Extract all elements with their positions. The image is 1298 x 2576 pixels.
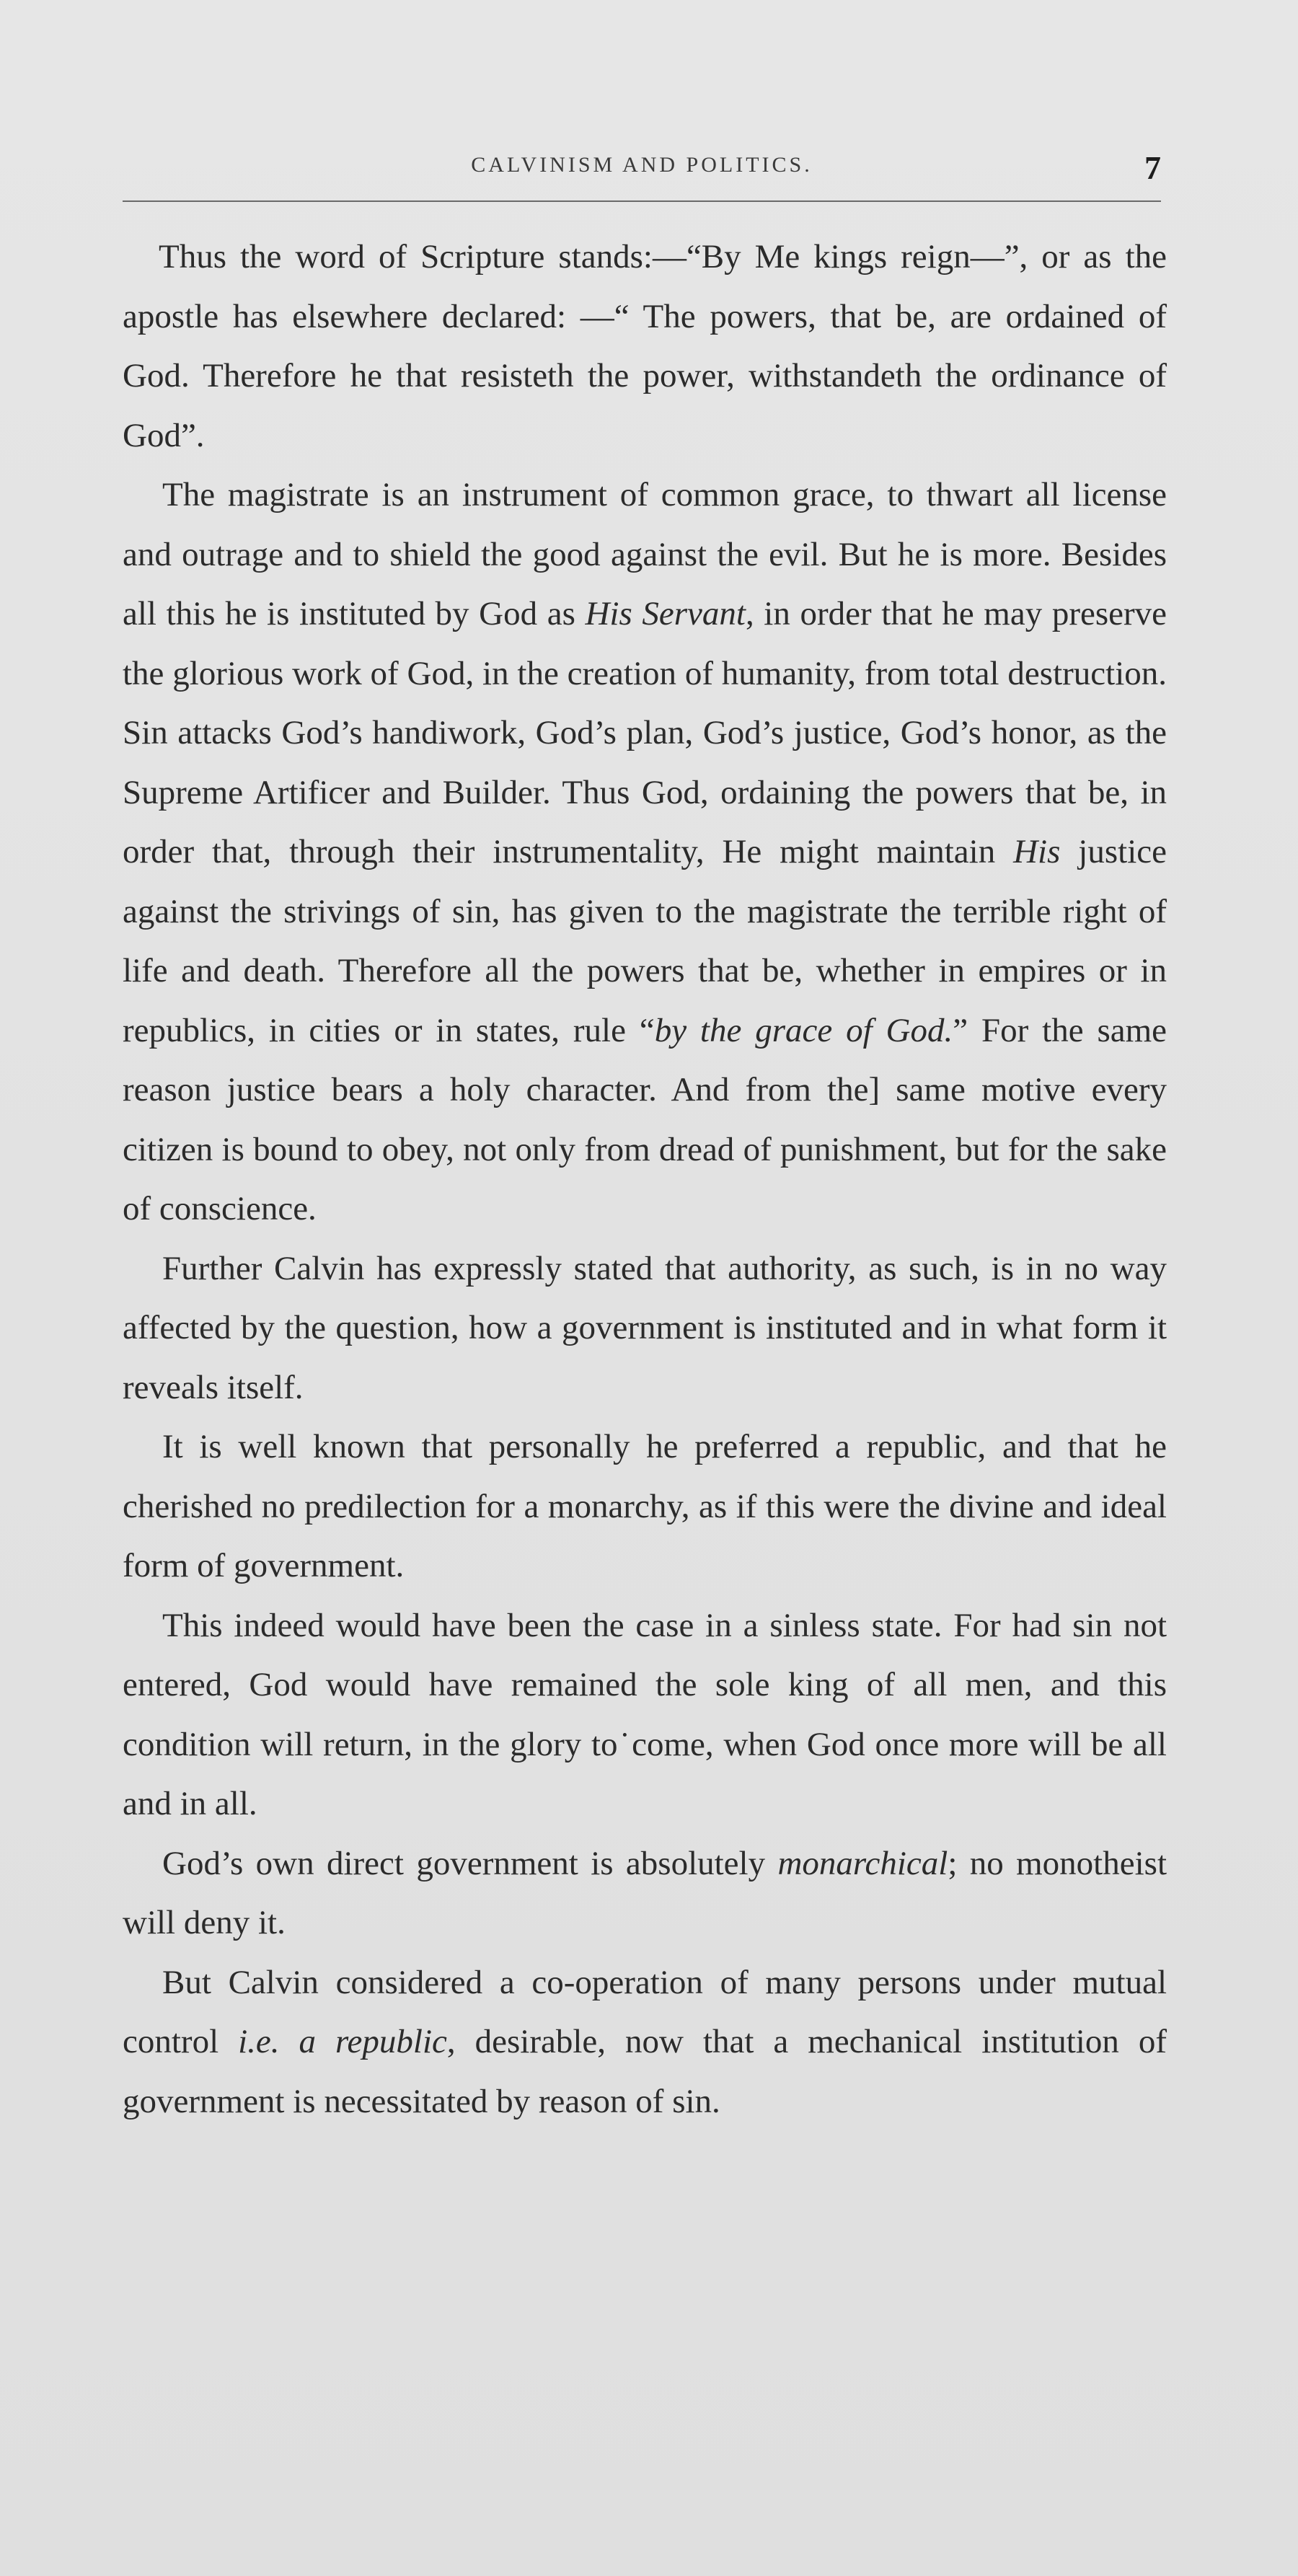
page-number: 7 — [1144, 149, 1161, 186]
italic-text-run: His Servant — [585, 595, 746, 632]
header-rule — [123, 200, 1161, 202]
text-run: ; no monotheist will deny it. — [123, 1844, 1167, 1941]
paragraph — [123, 1239, 1167, 1418]
italic-text-run: monarchical — [777, 1844, 948, 1882]
text-run: God’s own direct government is absolutely — [162, 1844, 778, 1882]
text-run: It is well known that personally he preferred a republic, and that he cherished no predilection for a monarchy, as if this were the divine and ideal form of government. — [123, 1428, 1167, 1584]
running-head — [123, 149, 1161, 189]
text-run: , in order that he may preserve the glorious work of God, in the creation of humanity, from total destruction. Sin attacks God’s handiwork, God’s plan, God’s justice, God’s honor, as the Supreme Artificer and Builder. Thus God, ordaining the powers that be, in order that, through their instrumentality, He might maintain — [123, 595, 1167, 870]
text-run: ” For the same reason justice bears a holy character. And from the] same motive every citizen is bound to obey, not only from dread of punishment, but for the sake of conscience. — [123, 1011, 1167, 1227]
italic-text-run: by the grace of God. — [654, 1011, 953, 1049]
italic-text-run: i.e. a republic — [238, 2023, 447, 2060]
italic-text-run: His — [1013, 833, 1061, 870]
text-run: , desirable, now that a mechanical institution of government is necessitated by reason of sin. — [123, 2023, 1167, 2120]
paragraph — [123, 1834, 1167, 1953]
paragraph — [123, 1953, 1167, 2132]
text-run: But Calvin considered a co-operation of many persons under mutual control — [123, 1963, 1167, 2060]
text-run: Further Calvin has expressly stated that authority, as such, is in no way affected by the question, how a government is instituted and in what form it reveals itself. — [123, 1249, 1167, 1406]
paragraph — [123, 465, 1167, 1239]
body-text — [123, 227, 1167, 2131]
text-run: justice against the strivings of sin, has given to the magistrate the terrible right of life and death. Therefore all the powers that be, whether in empires or in republics, in cities or in states, rule “ — [123, 833, 1167, 1049]
text-run: This indeed would have been the case in a sinless state. For had sin not entered, God would have remained the sole king of all men, and this condition will return, in the glory to˙come, when God once more will be all and in all. — [123, 1606, 1167, 1822]
paragraph — [123, 1596, 1167, 1834]
paragraph — [123, 227, 1167, 465]
text-run: The magistrate is an instrument of common grace, to thwart all license and outrage and to shield the good against the evil. But he is more. Besides all this he is instituted by God as — [123, 476, 1167, 632]
paragraph — [123, 1417, 1167, 1596]
text-run: Thus the word of Scripture stands:—“By Me kings reign—”, or as the apostle has elsewhere declared: —“ The powers, that be, are ordained of God. Therefore he that resisteth the power, withstandeth the ordinance of God”. — [123, 238, 1167, 454]
running-title: CALVINISM AND POLITICS. — [471, 153, 813, 177]
